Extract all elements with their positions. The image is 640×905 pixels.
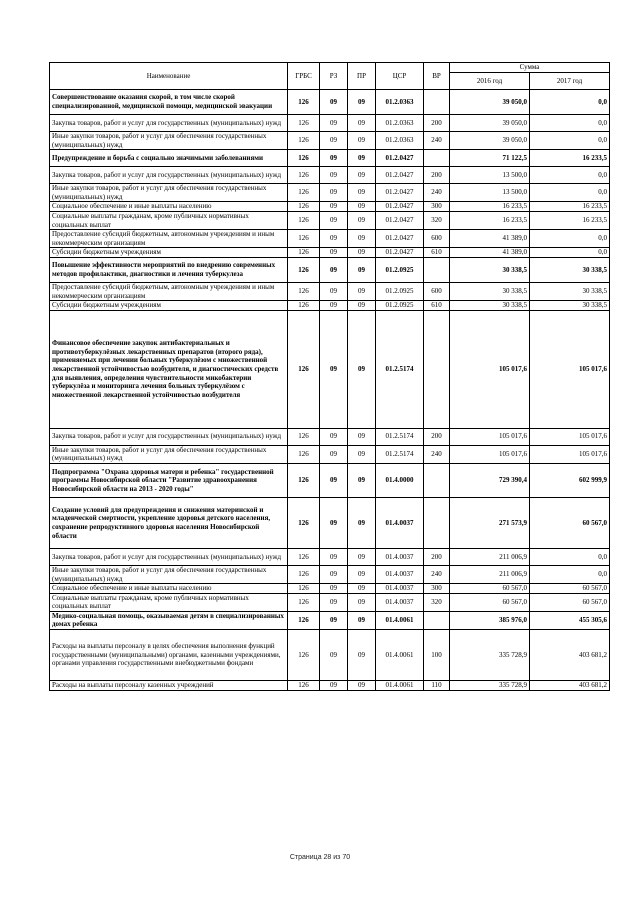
cell-pr: 09 [348, 230, 376, 248]
table-row [50, 310, 610, 428]
cell-sum-2017: 403 681,2 [530, 681, 610, 691]
cell-sum-2017: 16 233,5 [530, 150, 610, 167]
cell-vr: 110 [424, 681, 450, 691]
cell-sum-2016: 729 390,4 [450, 463, 530, 497]
cell-rz: 09 [320, 593, 348, 611]
cell-name: Субсидии бюджетным учреждениям [50, 301, 288, 311]
cell-sum-2016: 105 017,6 [450, 445, 530, 463]
cell-vr: 100 [424, 630, 450, 681]
cell-sum-2017: 30 338,5 [530, 301, 610, 311]
table-row [50, 211, 610, 229]
cell-vr [424, 90, 450, 115]
cell-sum-2016: 30 338,5 [450, 257, 530, 282]
table-row [50, 90, 610, 115]
cell-pr: 09 [348, 248, 376, 258]
cell-rz: 09 [320, 150, 348, 167]
cell-pr: 09 [348, 630, 376, 681]
cell-pr: 09 [348, 211, 376, 229]
cell-sum-2016: 16 233,5 [450, 202, 530, 212]
cell-vr [424, 150, 450, 167]
cell-csr: 01.4.0061 [376, 681, 424, 691]
cell-sum-2016: 211 006,9 [450, 548, 530, 565]
cell-vr: 300 [424, 202, 450, 212]
cell-rz: 09 [320, 630, 348, 681]
cell-name: Закупка товаров, работ и услуг для государственных (муниципальных) нужд [50, 548, 288, 565]
cell-vr: 300 [424, 584, 450, 594]
cell-sum-2017: 105 017,6 [530, 428, 610, 445]
cell-sum-2016: 13 500,0 [450, 167, 530, 184]
cell-pr: 09 [348, 167, 376, 184]
cell-sum-2017: 60 567,0 [530, 497, 610, 548]
cell-vr: 200 [424, 548, 450, 565]
cell-grbs: 126 [288, 301, 320, 311]
table-row [50, 463, 610, 497]
cell-pr: 09 [348, 584, 376, 594]
cell-name: Закупка товаров, работ и услуг для государственных (муниципальных) нужд [50, 167, 288, 184]
cell-name: Социальные выплаты гражданам, кроме публичных нормативных социальных выплат [50, 211, 288, 229]
table-row [50, 257, 610, 282]
header-csr: ЦСР [376, 63, 424, 90]
table-body [50, 90, 610, 691]
cell-rz: 09 [320, 497, 348, 548]
table-row [50, 150, 610, 167]
cell-rz: 09 [320, 230, 348, 248]
header-year-2016: 2016 год [450, 72, 530, 89]
cell-grbs: 126 [288, 257, 320, 282]
cell-grbs: 126 [288, 248, 320, 258]
cell-rz: 09 [320, 211, 348, 229]
cell-vr [424, 497, 450, 548]
cell-grbs: 126 [288, 90, 320, 115]
cell-pr: 09 [348, 593, 376, 611]
cell-csr: 01.4.0037 [376, 548, 424, 565]
table-row [50, 248, 610, 258]
cell-sum-2016: 60 567,0 [450, 593, 530, 611]
cell-grbs: 126 [288, 611, 320, 629]
cell-csr: 01.2.5174 [376, 310, 424, 428]
cell-grbs: 126 [288, 310, 320, 428]
cell-rz: 09 [320, 611, 348, 629]
cell-rz: 09 [320, 282, 348, 300]
cell-sum-2017: 105 017,6 [530, 310, 610, 428]
cell-pr: 09 [348, 301, 376, 311]
header-pr: ПР [348, 63, 376, 90]
cell-name: Иные закупки товаров, работ и услуг для обеспечения государственных (муниципальных) нужд [50, 184, 288, 202]
cell-grbs: 126 [288, 565, 320, 583]
cell-grbs: 126 [288, 230, 320, 248]
cell-name: Иные закупки товаров, работ и услуг для обеспечения государственных (муниципальных) нужд [50, 132, 288, 150]
cell-pr: 09 [348, 202, 376, 212]
cell-sum-2017: 60 567,0 [530, 593, 610, 611]
cell-pr: 09 [348, 565, 376, 583]
cell-grbs: 126 [288, 211, 320, 229]
cell-vr: 610 [424, 248, 450, 258]
cell-vr: 320 [424, 593, 450, 611]
cell-sum-2017: 30 338,5 [530, 282, 610, 300]
cell-rz: 09 [320, 257, 348, 282]
table-row [50, 445, 610, 463]
cell-vr: 610 [424, 301, 450, 311]
cell-sum-2016: 16 233,5 [450, 211, 530, 229]
cell-rz: 09 [320, 115, 348, 132]
header-grbs: ГРБС [288, 63, 320, 90]
cell-sum-2016: 335 728,9 [450, 681, 530, 691]
cell-sum-2017: 0,0 [530, 184, 610, 202]
cell-sum-2017: 403 681,2 [530, 630, 610, 681]
cell-vr: 200 [424, 167, 450, 184]
cell-rz: 09 [320, 90, 348, 115]
cell-vr: 240 [424, 132, 450, 150]
table-row [50, 630, 610, 681]
cell-csr: 01.2.0427 [376, 167, 424, 184]
cell-name: Социальные выплаты гражданам, кроме публичных нормативных социальных выплат [50, 593, 288, 611]
cell-sum-2016: 60 567,0 [450, 584, 530, 594]
cell-name: Иные закупки товаров, работ и услуг для обеспечения государственных (муниципальных) нужд [50, 565, 288, 583]
cell-sum-2016: 105 017,6 [450, 428, 530, 445]
cell-pr: 09 [348, 548, 376, 565]
table-row [50, 115, 610, 132]
cell-vr: 200 [424, 115, 450, 132]
table-header [50, 63, 610, 90]
cell-sum-2016: 335 728,9 [450, 630, 530, 681]
cell-grbs: 126 [288, 115, 320, 132]
cell-grbs: 126 [288, 548, 320, 565]
header-sum: Сумма [450, 63, 610, 73]
cell-name: Подпрограмма "Охрана здоровья матери и ребенка" государственной программы Новосибирской области "Развитие здравоохранения Новосибирской области на 2013 - 2020 годы" [50, 463, 288, 497]
cell-vr [424, 611, 450, 629]
cell-sum-2017: 105 017,6 [530, 445, 610, 463]
cell-rz: 09 [320, 310, 348, 428]
cell-pr: 09 [348, 184, 376, 202]
cell-rz: 09 [320, 565, 348, 583]
cell-grbs: 126 [288, 150, 320, 167]
cell-rz: 09 [320, 428, 348, 445]
table-row [50, 167, 610, 184]
cell-name: Предоставление субсидий бюджетным, автономным учреждениям и иным некоммерческим организациям [50, 230, 288, 248]
cell-name: Субсидии бюджетным учреждениям [50, 248, 288, 258]
cell-name: Повышение эффективности мероприятий по внедрению современных методов профилактики, диагностики и лечения туберкулеза [50, 257, 288, 282]
cell-sum-2017: 0,0 [530, 565, 610, 583]
cell-sum-2016: 30 338,5 [450, 282, 530, 300]
header-vr: ВР [424, 63, 450, 90]
cell-grbs: 126 [288, 630, 320, 681]
table-row [50, 497, 610, 548]
cell-rz: 09 [320, 167, 348, 184]
cell-vr [424, 257, 450, 282]
table-row [50, 230, 610, 248]
cell-grbs: 126 [288, 497, 320, 548]
cell-csr: 01.4.0061 [376, 630, 424, 681]
cell-rz: 09 [320, 584, 348, 594]
cell-rz: 09 [320, 681, 348, 691]
cell-vr: 600 [424, 282, 450, 300]
cell-sum-2016: 271 573,9 [450, 497, 530, 548]
cell-pr: 09 [348, 497, 376, 548]
table-row [50, 202, 610, 212]
budget-table [49, 62, 610, 691]
cell-grbs: 126 [288, 681, 320, 691]
cell-grbs: 126 [288, 428, 320, 445]
cell-sum-2016: 39 050,0 [450, 132, 530, 150]
cell-sum-2017: 0,0 [530, 548, 610, 565]
cell-sum-2017: 30 338,5 [530, 257, 610, 282]
cell-pr: 09 [348, 150, 376, 167]
cell-vr: 320 [424, 211, 450, 229]
cell-csr: 01.2.0427 [376, 184, 424, 202]
cell-csr: 01.2.0925 [376, 301, 424, 311]
cell-csr: 01.4.0037 [376, 593, 424, 611]
cell-grbs: 126 [288, 584, 320, 594]
cell-rz: 09 [320, 548, 348, 565]
table-row [50, 611, 610, 629]
cell-pr: 09 [348, 611, 376, 629]
cell-sum-2017: 602 999,9 [530, 463, 610, 497]
cell-name: Закупка товаров, работ и услуг для государственных (муниципальных) нужд [50, 115, 288, 132]
page-number: Страница 28 из 70 [289, 854, 351, 861]
cell-csr: 01.2.0427 [376, 211, 424, 229]
cell-name: Иные закупки товаров, работ и услуг для обеспечения государственных (муниципальных) нужд [50, 445, 288, 463]
cell-pr: 09 [348, 681, 376, 691]
cell-csr: 01.4.0000 [376, 463, 424, 497]
cell-csr: 01.2.0363 [376, 90, 424, 115]
cell-sum-2017: 0,0 [530, 115, 610, 132]
cell-rz: 09 [320, 301, 348, 311]
cell-sum-2017: 16 233,5 [530, 202, 610, 212]
cell-pr: 09 [348, 445, 376, 463]
cell-pr: 09 [348, 463, 376, 497]
cell-grbs: 126 [288, 167, 320, 184]
cell-csr: 01.2.0925 [376, 257, 424, 282]
cell-pr: 09 [348, 310, 376, 428]
cell-vr: 240 [424, 445, 450, 463]
cell-sum-2017: 60 567,0 [530, 584, 610, 594]
cell-csr: 01.4.0037 [376, 497, 424, 548]
cell-rz: 09 [320, 248, 348, 258]
cell-csr: 01.2.0427 [376, 202, 424, 212]
cell-rz: 09 [320, 463, 348, 497]
cell-grbs: 126 [288, 593, 320, 611]
cell-grbs: 126 [288, 463, 320, 497]
cell-name: Предоставление субсидий бюджетным, автономным учреждениям и иным некоммерческим организациям [50, 282, 288, 300]
cell-rz: 09 [320, 202, 348, 212]
cell-sum-2016: 30 338,5 [450, 301, 530, 311]
cell-sum-2016: 105 017,6 [450, 310, 530, 428]
cell-rz: 09 [320, 184, 348, 202]
table-row [50, 428, 610, 445]
cell-sum-2016: 39 050,0 [450, 90, 530, 115]
cell-vr [424, 463, 450, 497]
cell-sum-2017: 0,0 [530, 90, 610, 115]
cell-sum-2017: 0,0 [530, 230, 610, 248]
cell-name: Расходы на выплаты персоналу казенных учреждений [50, 681, 288, 691]
cell-vr: 240 [424, 565, 450, 583]
cell-vr: 200 [424, 428, 450, 445]
cell-pr: 09 [348, 257, 376, 282]
cell-name: Социальное обеспечение и иные выплаты населению [50, 202, 288, 212]
cell-sum-2016: 211 006,9 [450, 565, 530, 583]
cell-csr: 01.2.5174 [376, 445, 424, 463]
cell-pr: 09 [348, 115, 376, 132]
table-row [50, 282, 610, 300]
cell-csr: 01.4.0037 [376, 584, 424, 594]
cell-rz: 09 [320, 132, 348, 150]
cell-name: Социальное обеспечение и иные выплаты населению [50, 584, 288, 594]
cell-csr: 01.2.0427 [376, 248, 424, 258]
cell-csr: 01.4.0037 [376, 565, 424, 583]
cell-pr: 09 [348, 428, 376, 445]
cell-sum-2016: 41 389,0 [450, 248, 530, 258]
cell-name: Предупреждение и борьба с социально значимыми заболеваниями [50, 150, 288, 167]
header-name: Наименование [50, 63, 288, 90]
cell-rz: 09 [320, 445, 348, 463]
cell-grbs: 126 [288, 202, 320, 212]
cell-pr: 09 [348, 132, 376, 150]
table-row [50, 681, 610, 691]
cell-csr: 01.4.0061 [376, 611, 424, 629]
cell-name: Закупка товаров, работ и услуг для государственных (муниципальных) нужд [50, 428, 288, 445]
cell-grbs: 126 [288, 282, 320, 300]
cell-csr: 01.2.0427 [376, 230, 424, 248]
cell-name: Совершенствование оказания скорой, в том числе скорой специализированной, медицинской помощи, медицинской эвакуации [50, 90, 288, 115]
cell-sum-2017: 455 305,6 [530, 611, 610, 629]
cell-sum-2017: 0,0 [530, 167, 610, 184]
cell-grbs: 126 [288, 445, 320, 463]
header-rz: РЗ [320, 63, 348, 90]
cell-csr: 01.2.0363 [376, 115, 424, 132]
cell-pr: 09 [348, 90, 376, 115]
table-row [50, 593, 610, 611]
cell-name: Расходы на выплаты персоналу в целях обеспечения выполнения функций государственными (муниципальными) органами, казенными учреждениями, органами управления государственными внебюджетными фондами [50, 630, 288, 681]
cell-sum-2017: 16 233,5 [530, 211, 610, 229]
cell-vr [424, 310, 450, 428]
cell-pr: 09 [348, 282, 376, 300]
table-row [50, 565, 610, 583]
cell-name: Финансовое обеспечение закупок антибактериальных и противотуберкулёзных лекарственных препаратов (второго ряда), применяемых при лечении больных туберкулёзом с множественной лекарственной устойчивостью возбудителя, и диагностических средств для выявления, определения чувствительности микобактерии туберкулёза и мониторинга лечения больных туберкулёзом с множественной лекарственной устойчивостью возбудителя [50, 310, 288, 428]
table-row [50, 584, 610, 594]
table-row [50, 548, 610, 565]
cell-csr: 01.2.5174 [376, 428, 424, 445]
cell-sum-2017: 0,0 [530, 248, 610, 258]
table-row [50, 301, 610, 311]
cell-name: Создание условий для предупреждения и снижения материнской и младенческой смертности, укрепление здоровья детского населения, сохранение репродуктивного здоровья населения Новосибирской области [50, 497, 288, 548]
cell-grbs: 126 [288, 132, 320, 150]
cell-sum-2016: 13 500,0 [450, 184, 530, 202]
cell-sum-2016: 71 122,5 [450, 150, 530, 167]
table-row [50, 184, 610, 202]
cell-sum-2017: 0,0 [530, 132, 610, 150]
cell-csr: 01.2.0363 [376, 132, 424, 150]
table-row [50, 132, 610, 150]
cell-name: Медико-социальная помощь, оказываемая детям в специализированных домах ребенка [50, 611, 288, 629]
cell-vr: 240 [424, 184, 450, 202]
cell-sum-2016: 385 976,0 [450, 611, 530, 629]
cell-sum-2016: 39 050,0 [450, 115, 530, 132]
cell-sum-2016: 41 389,0 [450, 230, 530, 248]
cell-vr: 600 [424, 230, 450, 248]
cell-grbs: 126 [288, 184, 320, 202]
header-year-2017: 2017 год [530, 72, 610, 89]
cell-csr: 01.2.0427 [376, 150, 424, 167]
cell-csr: 01.2.0925 [376, 282, 424, 300]
